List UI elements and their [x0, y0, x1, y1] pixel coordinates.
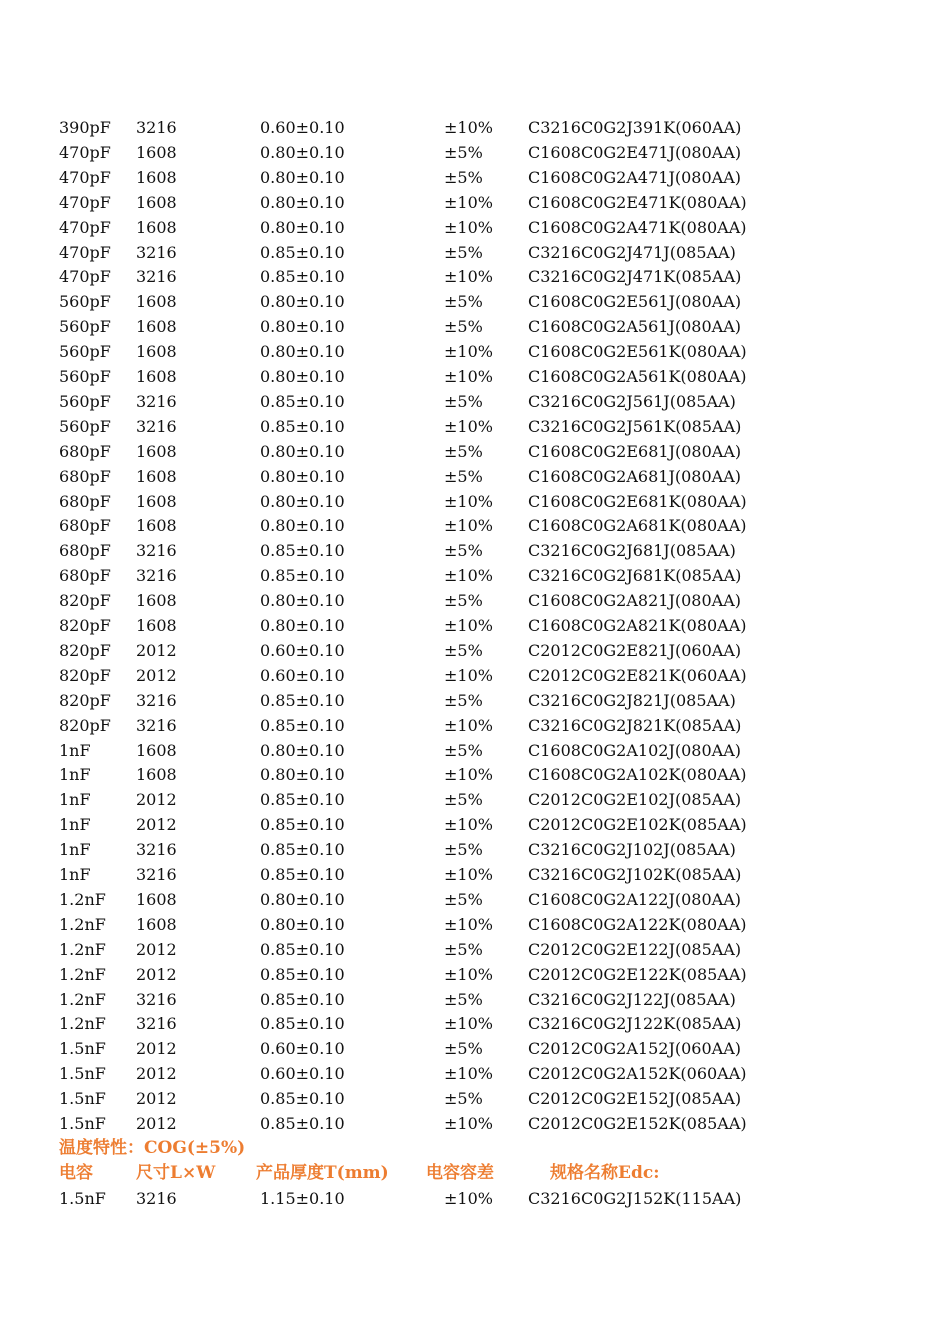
- part-number-cell: C3216C0G2J821K(085AA): [528, 715, 742, 735]
- part-number-cell: C1608C0G2A561J(080AA): [528, 317, 741, 337]
- part-number-cell: C1608C0G2A122J(080AA): [528, 889, 741, 909]
- capacitance-cell: 560pF: [59, 342, 111, 362]
- thickness-cell: 0.80±0.10: [260, 740, 345, 760]
- capacitance-cell: 1.2nF: [59, 889, 106, 909]
- part-number-cell: C2012C0G2A152J(060AA): [528, 1039, 741, 1059]
- tolerance-cell: ±10%: [444, 914, 493, 934]
- part-number-cell: C2012C0G2E821K(060AA): [528, 665, 747, 685]
- thickness-cell: 0.60±0.10: [260, 640, 345, 660]
- table-row: [0, 588, 950, 613]
- part-number-cell: C2012C0G2E152K(085AA): [528, 1114, 747, 1133]
- capacitance-cell: 1nF: [59, 765, 91, 785]
- size-cell: 2012: [136, 1114, 177, 1133]
- tolerance-cell: ±5%: [444, 317, 483, 337]
- tolerance-cell: ±10%: [444, 217, 493, 237]
- thickness-cell: 1.15±0.10: [260, 1188, 345, 1208]
- capacitance-cell: 560pF: [59, 317, 111, 337]
- table-row: [0, 787, 950, 812]
- capacitance-cell: 680pF: [59, 516, 111, 536]
- capacitance-cell: 470pF: [59, 267, 111, 287]
- table-row: [0, 513, 950, 538]
- capacitance-cell: 820pF: [59, 690, 111, 710]
- part-number-cell: C2012C0G2E152J(085AA): [528, 1089, 742, 1109]
- table-row: [0, 489, 950, 514]
- size-cell: 2012: [136, 1039, 177, 1059]
- capacitance-cell: 680pF: [59, 566, 111, 586]
- header-tolerance: 电容容差: [426, 1162, 494, 1183]
- tolerance-cell: ±10%: [444, 715, 493, 735]
- table-row: [0, 1086, 950, 1111]
- table-row: [0, 1011, 950, 1036]
- capacitance-cell: 560pF: [59, 416, 111, 436]
- table-row: [0, 563, 950, 588]
- capacitance-cell: 820pF: [59, 591, 111, 611]
- table-row: [0, 314, 950, 339]
- part-number-cell: C1608C0G2A821J(080AA): [528, 591, 741, 611]
- table-row: [0, 713, 950, 738]
- capacitance-cell: 560pF: [59, 292, 111, 312]
- capacitance-cell: 1.5nF: [59, 1114, 106, 1133]
- size-cell: 3216: [136, 267, 177, 287]
- table-row: [0, 962, 950, 987]
- size-cell: 3216: [136, 1188, 177, 1208]
- table-row: [0, 837, 950, 862]
- size-cell: 1608: [136, 192, 177, 212]
- capacitance-cell: 820pF: [59, 616, 111, 635]
- part-number-cell: C1608C0G2A821K(080AA): [528, 616, 747, 635]
- size-cell: 1608: [136, 367, 177, 386]
- tolerance-cell: ±5%: [444, 989, 483, 1009]
- part-number-cell: C1608C0G2A122K(080AA): [528, 914, 747, 934]
- table-row: [0, 339, 950, 364]
- size-cell: 3216: [136, 989, 177, 1009]
- table-row: [0, 538, 950, 563]
- size-cell: 3216: [136, 416, 177, 436]
- part-number-cell: C3216C0G2J122K(085AA): [528, 1014, 742, 1034]
- table-row: [0, 638, 950, 663]
- tolerance-cell: ±10%: [444, 118, 493, 137]
- capacitance-cell: 1.5nF: [59, 1089, 106, 1109]
- size-cell: 3216: [136, 840, 177, 860]
- thickness-cell: 0.85±0.10: [260, 840, 345, 860]
- tolerance-cell: ±10%: [444, 416, 493, 436]
- part-number-cell: C1608C0G2A102J(080AA): [528, 740, 741, 760]
- size-cell: 3216: [136, 865, 177, 884]
- table-row: [0, 812, 950, 837]
- table-row: [0, 414, 950, 439]
- thickness-cell: 0.80±0.10: [260, 217, 345, 237]
- tolerance-cell: ±5%: [444, 391, 483, 411]
- tolerance-cell: ±5%: [444, 939, 483, 959]
- thickness-cell: 0.85±0.10: [260, 964, 345, 984]
- thickness-cell: 0.60±0.10: [260, 118, 345, 137]
- tolerance-cell: ±10%: [444, 964, 493, 984]
- thickness-cell: 0.60±0.10: [260, 1064, 345, 1084]
- thickness-cell: 0.80±0.10: [260, 889, 345, 909]
- part-number-cell: C2012C0G2E102J(085AA): [528, 790, 742, 810]
- part-number-cell: C3216C0G2J561K(085AA): [528, 416, 742, 436]
- header-capacitance: 电容: [59, 1162, 93, 1183]
- thickness-cell: 0.85±0.10: [260, 267, 345, 287]
- size-cell: 2012: [136, 1064, 177, 1084]
- tolerance-cell: ±5%: [444, 591, 483, 611]
- capacitance-cell: 820pF: [59, 715, 111, 735]
- capacitance-cell: 470pF: [59, 217, 111, 237]
- table-row: [0, 464, 950, 489]
- thickness-cell: 0.60±0.10: [260, 1039, 345, 1059]
- tolerance-cell: ±10%: [444, 192, 493, 212]
- table-row: [0, 1111, 950, 1136]
- tolerance-cell: ±5%: [444, 690, 483, 710]
- table-row: [0, 289, 950, 314]
- thickness-cell: 0.80±0.10: [260, 167, 345, 187]
- capacitance-cell: 680pF: [59, 441, 111, 461]
- size-cell: 3216: [136, 391, 177, 411]
- part-number-cell: C1608C0G2A102K(080AA): [528, 765, 747, 785]
- thickness-cell: 0.80±0.10: [260, 192, 345, 212]
- table-row: [0, 264, 950, 289]
- thickness-cell: 0.80±0.10: [260, 765, 345, 785]
- thickness-cell: 0.85±0.10: [260, 541, 345, 561]
- thickness-cell: 0.80±0.10: [260, 317, 345, 337]
- size-cell: 2012: [136, 939, 177, 959]
- tolerance-cell: ±5%: [444, 840, 483, 860]
- thickness-cell: 0.80±0.10: [260, 914, 345, 934]
- part-number-cell: C3216C0G2J681J(085AA): [528, 541, 736, 561]
- part-number-cell: C3216C0G2J152K(115AA): [528, 1188, 742, 1208]
- size-cell: 3216: [136, 242, 177, 262]
- part-number-cell: C3216C0G2J102K(085AA): [528, 865, 742, 884]
- size-cell: 1608: [136, 491, 177, 511]
- capacitance-cell: 1nF: [59, 790, 91, 810]
- size-cell: 2012: [136, 964, 177, 984]
- part-number-cell: C1608C0G2E681K(080AA): [528, 491, 747, 511]
- tolerance-cell: ±5%: [444, 640, 483, 660]
- part-number-cell: C1608C0G2A681J(080AA): [528, 466, 741, 486]
- size-cell: 2012: [136, 665, 177, 685]
- table-row: [0, 912, 950, 937]
- capacitance-cell: 820pF: [59, 665, 111, 685]
- thickness-cell: 0.85±0.10: [260, 242, 345, 262]
- part-number-cell: C3216C0G2J102J(085AA): [528, 840, 736, 860]
- size-cell: 1608: [136, 167, 177, 187]
- size-cell: 1608: [136, 740, 177, 760]
- size-cell: 2012: [136, 790, 177, 810]
- section-title-row: [0, 1136, 950, 1161]
- capacitance-cell: 820pF: [59, 640, 111, 660]
- table-row: [0, 887, 950, 912]
- table-row: [0, 240, 950, 265]
- thickness-cell: 0.60±0.10: [260, 665, 345, 685]
- table-row: [0, 613, 950, 638]
- tolerance-cell: ±10%: [444, 342, 493, 362]
- capacitance-cell: 1.2nF: [59, 939, 106, 959]
- thickness-cell: 0.85±0.10: [260, 989, 345, 1009]
- thickness-cell: 0.85±0.10: [260, 391, 345, 411]
- size-cell: 1608: [136, 914, 177, 934]
- part-number-cell: C2012C0G2E821J(060AA): [528, 640, 742, 660]
- part-number-cell: C2012C0G2A152K(060AA): [528, 1064, 747, 1084]
- part-number-cell: C3216C0G2J122J(085AA): [528, 989, 736, 1009]
- tolerance-cell: ±10%: [444, 765, 493, 785]
- tolerance-cell: ±5%: [444, 167, 483, 187]
- table-row: [0, 190, 950, 215]
- tolerance-cell: ±5%: [444, 541, 483, 561]
- size-cell: 1608: [136, 466, 177, 486]
- thickness-cell: 0.85±0.10: [260, 1114, 345, 1133]
- size-cell: 2012: [136, 815, 177, 835]
- part-number-cell: C1608C0G2E471J(080AA): [528, 142, 742, 162]
- thickness-cell: 0.80±0.10: [260, 342, 345, 362]
- tolerance-cell: ±5%: [444, 441, 483, 461]
- size-cell: 1608: [136, 516, 177, 536]
- table-row: [0, 688, 950, 713]
- capacitance-cell: 680pF: [59, 491, 111, 511]
- thickness-cell: 0.85±0.10: [260, 416, 345, 436]
- tolerance-cell: ±10%: [444, 665, 493, 685]
- thickness-cell: 0.85±0.10: [260, 1089, 345, 1109]
- table-row: [0, 738, 950, 763]
- capacitance-cell: 1nF: [59, 865, 91, 884]
- tolerance-cell: ±10%: [444, 1064, 493, 1084]
- tolerance-cell: ±5%: [444, 790, 483, 810]
- capacitance-cell: 470pF: [59, 242, 111, 262]
- tolerance-cell: ±10%: [444, 865, 493, 884]
- table-row: [0, 1036, 950, 1061]
- tolerance-cell: ±5%: [444, 889, 483, 909]
- table-row: [0, 364, 950, 389]
- tolerance-cell: ±10%: [444, 267, 493, 287]
- table-row: [0, 937, 950, 962]
- part-number-cell: C2012C0G2E122J(085AA): [528, 939, 742, 959]
- thickness-cell: 0.80±0.10: [260, 491, 345, 511]
- size-cell: 2012: [136, 640, 177, 660]
- capacitance-cell: 1.5nF: [59, 1039, 106, 1059]
- capacitance-cell: 1nF: [59, 840, 91, 860]
- capacitance-cell: 560pF: [59, 391, 111, 411]
- size-cell: 1608: [136, 217, 177, 237]
- capacitance-cell: 1.5nF: [59, 1188, 106, 1208]
- thickness-cell: 0.80±0.10: [260, 616, 345, 635]
- tolerance-cell: ±10%: [444, 516, 493, 536]
- part-number-cell: C1608C0G2A561K(080AA): [528, 367, 747, 386]
- thickness-cell: 0.80±0.10: [260, 367, 345, 386]
- part-number-cell: C1608C0G2A471J(080AA): [528, 167, 741, 187]
- table-row: [0, 115, 950, 140]
- tolerance-cell: ±5%: [444, 1039, 483, 1059]
- thickness-cell: 0.80±0.10: [260, 466, 345, 486]
- size-cell: 1608: [136, 591, 177, 611]
- size-cell: 1608: [136, 342, 177, 362]
- tolerance-cell: ±10%: [444, 815, 493, 835]
- capacitance-cell: 1.5nF: [59, 1064, 106, 1084]
- table-row: [0, 165, 950, 190]
- thickness-cell: 0.80±0.10: [260, 142, 345, 162]
- thickness-cell: 0.85±0.10: [260, 715, 345, 735]
- tolerance-cell: ±10%: [444, 1188, 493, 1208]
- capacitance-cell: 1nF: [59, 740, 91, 760]
- part-number-cell: C1608C0G2E561K(080AA): [528, 342, 747, 362]
- part-number-cell: C1608C0G2E561J(080AA): [528, 292, 742, 312]
- capacitance-cell: 470pF: [59, 142, 111, 162]
- part-number-cell: C3216C0G2J391K(060AA): [528, 118, 742, 137]
- capacitance-cell: 560pF: [59, 367, 111, 386]
- table-row: [0, 439, 950, 464]
- table-row: [0, 389, 950, 414]
- capacitance-cell: 680pF: [59, 541, 111, 561]
- capacitance-cell: 1.2nF: [59, 1014, 106, 1034]
- size-cell: 3216: [136, 566, 177, 586]
- capacitance-cell: 470pF: [59, 167, 111, 187]
- size-cell: 3216: [136, 1014, 177, 1034]
- capacitance-cell: 680pF: [59, 466, 111, 486]
- part-number-cell: C1608C0G2E681J(080AA): [528, 441, 742, 461]
- size-cell: 1608: [136, 765, 177, 785]
- table-row: [0, 987, 950, 1012]
- thickness-cell: 0.80±0.10: [260, 516, 345, 536]
- table-row: [0, 215, 950, 240]
- thickness-cell: 0.80±0.10: [260, 292, 345, 312]
- tolerance-cell: ±10%: [444, 566, 493, 586]
- tolerance-cell: ±5%: [444, 292, 483, 312]
- size-cell: 1608: [136, 292, 177, 312]
- size-cell: 1608: [136, 142, 177, 162]
- thickness-cell: 0.80±0.10: [260, 591, 345, 611]
- tolerance-cell: ±10%: [444, 616, 493, 635]
- part-number-cell: C3216C0G2J471K(085AA): [528, 267, 742, 287]
- tolerance-cell: ±5%: [444, 242, 483, 262]
- part-number-cell: C2012C0G2E122K(085AA): [528, 964, 747, 984]
- size-cell: 1608: [136, 317, 177, 337]
- header-size: 尺寸L×W: [136, 1162, 216, 1183]
- size-cell: 3216: [136, 690, 177, 710]
- part-number-cell: C1608C0G2A471K(080AA): [528, 217, 747, 237]
- part-number-cell: C2012C0G2E102K(085AA): [528, 815, 747, 835]
- capacitance-cell: 1.2nF: [59, 964, 106, 984]
- tolerance-cell: ±5%: [444, 1089, 483, 1109]
- thickness-cell: 0.85±0.10: [260, 790, 345, 810]
- capacitance-cell: 1.2nF: [59, 989, 106, 1009]
- thickness-cell: 0.85±0.10: [260, 939, 345, 959]
- table-row: [0, 862, 950, 887]
- size-cell: 1608: [136, 616, 177, 635]
- size-cell: 2012: [136, 1089, 177, 1109]
- tolerance-cell: ±5%: [444, 466, 483, 486]
- capacitance-cell: 1nF: [59, 815, 91, 835]
- part-number-cell: C3216C0G2J681K(085AA): [528, 566, 742, 586]
- table-row: [0, 1061, 950, 1086]
- thickness-cell: 0.80±0.10: [260, 441, 345, 461]
- part-number-cell: C3216C0G2J821J(085AA): [528, 690, 736, 710]
- capacitance-cell: 390pF: [59, 118, 111, 137]
- thickness-cell: 0.85±0.10: [260, 1014, 345, 1034]
- tolerance-cell: ±10%: [444, 367, 493, 386]
- header-thickness: 产品厚度T(mm): [256, 1162, 389, 1183]
- table-row: [0, 140, 950, 165]
- part-number-cell: C1608C0G2E471K(080AA): [528, 192, 747, 212]
- size-cell: 1608: [136, 441, 177, 461]
- tolerance-cell: ±5%: [444, 740, 483, 760]
- size-cell: 3216: [136, 715, 177, 735]
- thickness-cell: 0.85±0.10: [260, 690, 345, 710]
- table-row: [0, 762, 950, 787]
- tolerance-cell: ±10%: [444, 1014, 493, 1034]
- part-number-cell: C3216C0G2J561J(085AA): [528, 391, 736, 411]
- size-cell: 1608: [136, 889, 177, 909]
- tolerance-cell: ±5%: [444, 142, 483, 162]
- part-number-cell: C1608C0G2A681K(080AA): [528, 516, 747, 536]
- capacitance-cell: 470pF: [59, 192, 111, 212]
- table-row: [0, 1186, 950, 1211]
- thickness-cell: 0.85±0.10: [260, 865, 345, 884]
- table-row: [0, 663, 950, 688]
- part-number-cell: C3216C0G2J471J(085AA): [528, 242, 736, 262]
- column-header-row: [0, 1161, 950, 1186]
- header-part-name: 规格名称Edc:: [550, 1162, 660, 1183]
- section-title: 温度特性：COG(±5%): [59, 1137, 246, 1158]
- thickness-cell: 0.85±0.10: [260, 815, 345, 835]
- size-cell: 3216: [136, 118, 177, 137]
- thickness-cell: 0.85±0.10: [260, 566, 345, 586]
- capacitance-cell: 1.2nF: [59, 914, 106, 934]
- tolerance-cell: ±10%: [444, 491, 493, 511]
- size-cell: 3216: [136, 541, 177, 561]
- tolerance-cell: ±10%: [444, 1114, 493, 1133]
